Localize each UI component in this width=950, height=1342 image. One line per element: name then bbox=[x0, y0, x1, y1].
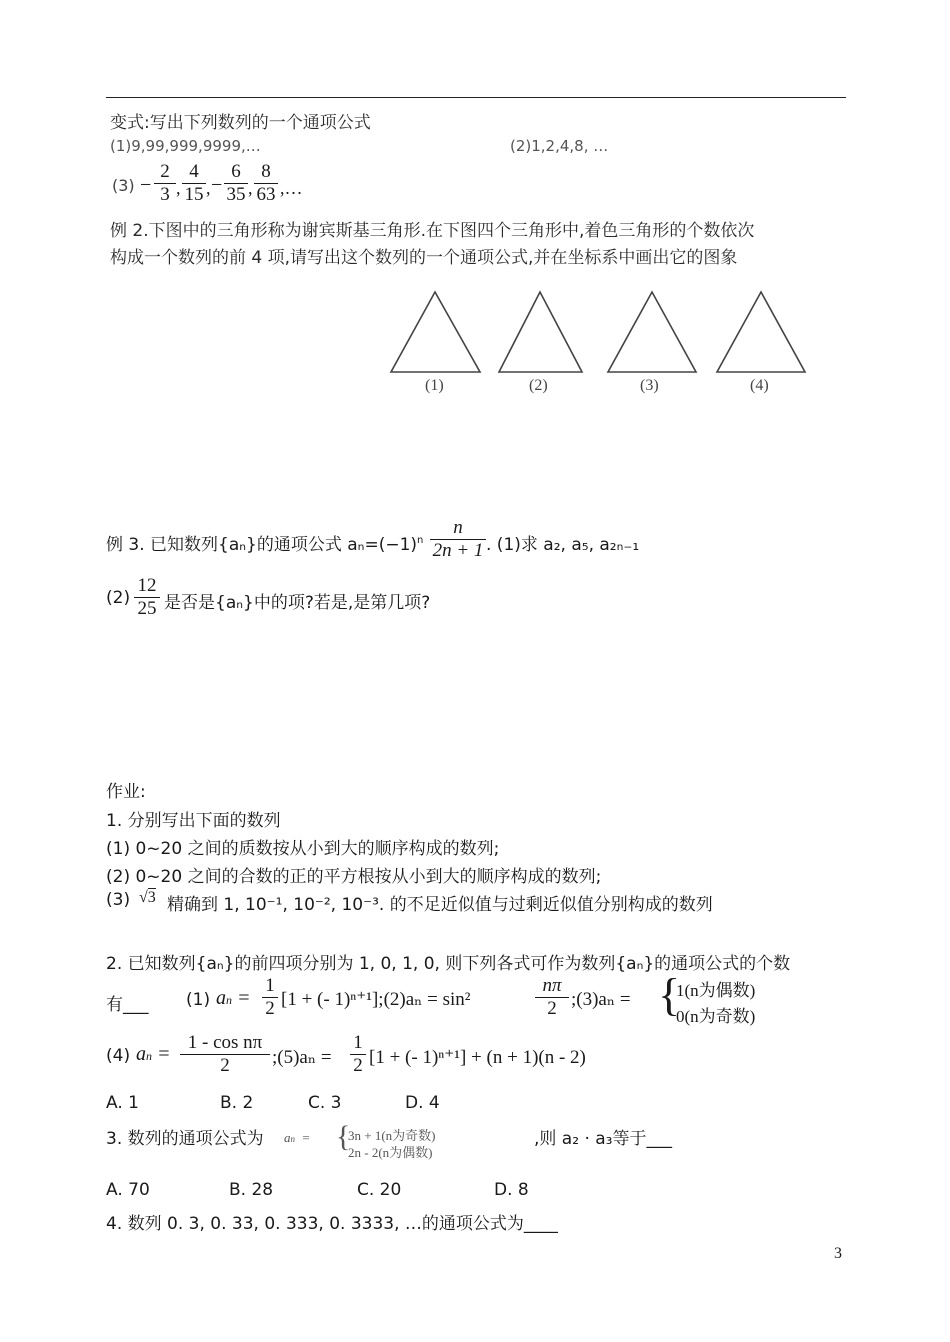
frac-num: 6 bbox=[231, 161, 241, 182]
frac-den: 3 bbox=[160, 184, 170, 205]
example3-exponent: n bbox=[417, 535, 424, 546]
frac-num: 1 bbox=[353, 1032, 363, 1053]
homework-q3-case1: 3n + 1(n为奇数) bbox=[348, 1128, 436, 1143]
sqrt-icon: √ bbox=[139, 889, 148, 906]
variant-item-3-label: (3) bbox=[112, 176, 135, 195]
variant-title: 变式:写出下列数列的一个通项公式 bbox=[110, 113, 371, 133]
variant-fraction-4 bbox=[254, 162, 278, 205]
homework-q3-case2: 2n - 2(n为偶数) bbox=[348, 1145, 433, 1160]
homework-q2-half-1 bbox=[262, 976, 278, 1019]
homework-q3-option-b: B. 28 bbox=[229, 1180, 274, 1200]
triangle-1 bbox=[391, 292, 480, 372]
homework-q2-line1: 2. 已知数列{aₙ}的前四项分别为 1, 0, 1, 0, 则下列各式可作为数列{aₙ}的通项公式的个数 bbox=[106, 954, 791, 974]
homework-q3-option-d: D. 8 bbox=[494, 1180, 529, 1200]
homework-q2-you: 有___ bbox=[106, 995, 149, 1015]
header-rule bbox=[106, 97, 846, 98]
homework-q3-option-a: A. 70 bbox=[106, 1180, 150, 1200]
frac-den: 2 bbox=[220, 1055, 230, 1076]
frac-den: 2 bbox=[265, 998, 275, 1019]
a-n-symbol: an = bbox=[284, 1130, 311, 1145]
frac-num: nπ bbox=[542, 975, 562, 996]
homework-q4: 4. 数列 0. 3, 0. 33, 0. 333, 0. 3333, …的通项公式为____ bbox=[106, 1214, 558, 1234]
frac-den: 63 bbox=[256, 184, 276, 205]
frac-sign-3: − bbox=[211, 174, 223, 196]
homework-q2-option-b: B. 2 bbox=[220, 1093, 254, 1113]
homework-title: 作业: bbox=[106, 782, 146, 802]
frac-num: 1 bbox=[265, 975, 275, 996]
homework-q2-f5-label: ;(5)aₙ = bbox=[272, 1047, 332, 1068]
variant-item-3-tail: ,… bbox=[280, 178, 303, 198]
sqrt-three bbox=[139, 889, 156, 907]
example3-q2-fraction bbox=[134, 576, 160, 619]
example3-suffix: . (1)求 a₂, a₅, a₂ₙ₋₁ bbox=[486, 535, 640, 555]
homework-q2-f3-case1: 1(n为偶数) bbox=[676, 981, 756, 1000]
a-n-symbol: an = bbox=[136, 1043, 171, 1065]
homework-q3-option-c: C. 20 bbox=[357, 1180, 402, 1200]
triangle-4 bbox=[717, 292, 805, 372]
homework-q1-3-text: 精确到 1, 10⁻¹, 10⁻², 10⁻³. 的不足近似值与过剩近似值分别构成的数列 bbox=[167, 895, 713, 915]
variant-fraction-3 bbox=[224, 162, 248, 205]
frac-num: 12 bbox=[137, 575, 157, 596]
cases-brace-icon: { bbox=[658, 969, 681, 1020]
sqrt-radicand: 3 bbox=[147, 889, 156, 906]
homework-q3-prefix: 3. 数列的通项公式为 bbox=[106, 1129, 264, 1149]
comma: , bbox=[248, 178, 253, 198]
homework-q2-f3-label: ;(3)aₙ = bbox=[571, 989, 631, 1010]
example3-prefix bbox=[106, 530, 423, 555]
a-n-symbol: an = bbox=[216, 987, 251, 1009]
frac-den: 2 bbox=[353, 1055, 363, 1076]
homework-q2-option-d: D. 4 bbox=[405, 1093, 440, 1113]
frac-num: n bbox=[453, 517, 463, 538]
variant-item-2: (2)1,2,4,8, … bbox=[510, 137, 609, 155]
example2-line1: 例 2.下图中的三角形称为谢宾斯基三角形.在下图四个三角形中,着色三角形的个数依次 bbox=[110, 221, 755, 241]
frac-sign-1: − bbox=[140, 174, 152, 196]
triangle-label-2: (2) bbox=[529, 377, 548, 394]
example3-q2-text: 是否是{aₙ}中的项?若是,是第几项? bbox=[164, 593, 431, 613]
example3-q2-label: (2) bbox=[106, 588, 131, 608]
homework-q2-f4-fraction bbox=[180, 1033, 270, 1076]
comma: , bbox=[206, 178, 211, 198]
frac-den: 2 bbox=[547, 998, 557, 1019]
example2-line2: 构成一个数列的前 4 项,请写出这个数列的一个通项公式,并在坐标系中画出它的图象 bbox=[110, 248, 738, 268]
example3-fraction bbox=[430, 518, 486, 561]
sierpinski-triangles bbox=[380, 285, 810, 405]
homework-q2-f4-label: (4) bbox=[106, 1046, 131, 1066]
frac-num: 4 bbox=[189, 161, 199, 182]
cases-brace-icon: { bbox=[336, 1120, 351, 1153]
homework-q1-1: (1) 0~20 之间的质数按从小到大的顺序构成的数列; bbox=[106, 839, 500, 859]
homework-q2-f1-label: (1) bbox=[186, 990, 211, 1010]
triangle-3 bbox=[608, 292, 696, 372]
triangle-label-3: (3) bbox=[640, 377, 659, 394]
variant-fraction-1 bbox=[154, 162, 176, 205]
homework-q2-f2-fraction bbox=[535, 976, 569, 1019]
homework-q1-title: 1. 分别写出下面的数列 bbox=[106, 811, 281, 831]
comma: , bbox=[176, 178, 181, 198]
example3-prefix-text: 例 3. 已知数列{aₙ}的通项公式 aₙ=(−1) bbox=[106, 535, 418, 555]
frac-num: 1 - cos nπ bbox=[187, 1032, 263, 1053]
frac-num: 2 bbox=[160, 161, 170, 182]
homework-q3-suffix: ,则 a₂ · a₃等于___ bbox=[534, 1129, 672, 1149]
variant-fraction-2 bbox=[182, 162, 206, 205]
triangle-2 bbox=[499, 292, 582, 372]
triangle-label-4: (4) bbox=[750, 377, 769, 394]
frac-den: 25 bbox=[137, 598, 157, 619]
frac-den: 35 bbox=[226, 184, 246, 205]
homework-q2-option-c: C. 3 bbox=[308, 1093, 342, 1113]
homework-q2-f3-case2: 0(n为奇数) bbox=[676, 1007, 756, 1026]
triangle-label-1: (1) bbox=[425, 377, 444, 394]
frac-den: 15 bbox=[184, 184, 204, 205]
homework-q2-f1-body: [1 + (- 1)ⁿ⁺¹];(2)aₙ = sin² bbox=[281, 989, 471, 1010]
homework-q2-option-a: A. 1 bbox=[106, 1093, 139, 1113]
homework-q1-2: (2) 0~20 之间的合数的正的平方根按从小到大的顺序构成的数列; bbox=[106, 867, 602, 887]
frac-num: 8 bbox=[261, 161, 271, 182]
frac-den: 2n + 1 bbox=[432, 540, 484, 561]
homework-q1-3-label: (3) bbox=[106, 890, 131, 910]
homework-q2-f5-body: [1 + (- 1)ⁿ⁺¹] + (n + 1)(n - 2) bbox=[369, 1047, 586, 1068]
variant-item-1: (1)9,99,999,9999,… bbox=[110, 137, 261, 155]
page-number: 3 bbox=[834, 1245, 842, 1262]
homework-q2-half-2 bbox=[350, 1033, 366, 1076]
